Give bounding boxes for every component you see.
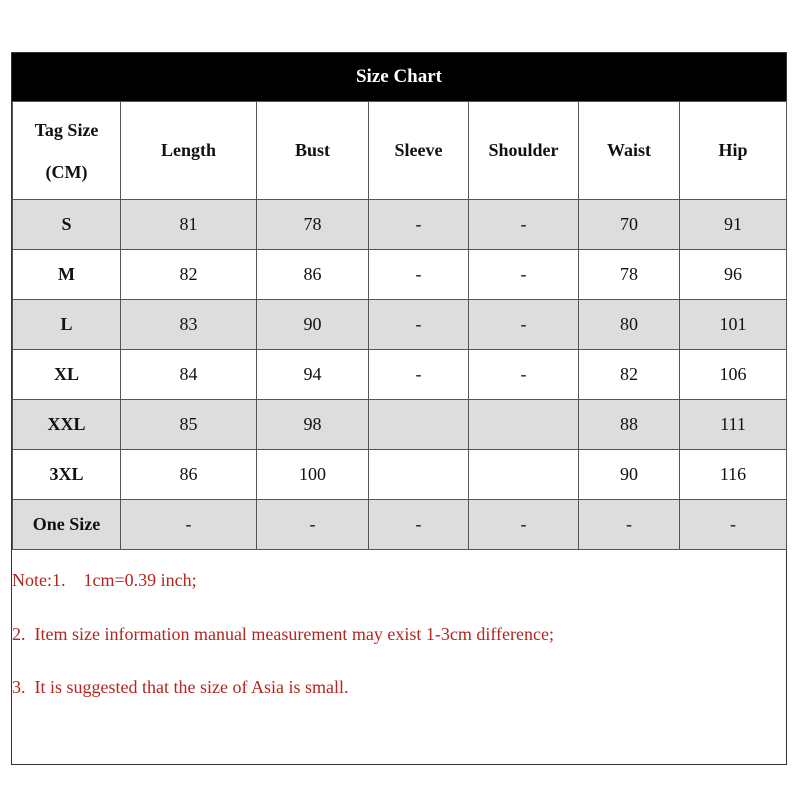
column-header: Waist	[579, 102, 680, 200]
table-row	[13, 300, 787, 350]
size-chart-frame	[11, 52, 787, 765]
tag-size-label: Tag Size	[34, 119, 99, 140]
table-row	[13, 350, 787, 400]
table-row	[13, 500, 787, 550]
table-cell: 96	[680, 250, 787, 300]
table-cell	[369, 400, 469, 450]
note-line: Note:1. 1cm=0.39 inch;	[12, 570, 197, 590]
column-header: Length	[121, 102, 257, 200]
table-cell	[369, 450, 469, 500]
note-line: 3. It is suggested that the size of Asia is small.	[12, 677, 349, 697]
size-label-cell: M	[13, 250, 121, 300]
table-cell: 70	[579, 200, 680, 250]
table-cell: 106	[680, 350, 787, 400]
table-cell: -	[469, 350, 579, 400]
table-header-row	[13, 102, 787, 200]
size-label-cell: 3XL	[13, 450, 121, 500]
table-cell: 82	[121, 250, 257, 300]
table-cell: -	[257, 500, 369, 550]
table-cell: 90	[579, 450, 680, 500]
table-row	[13, 200, 787, 250]
table-cell: 86	[257, 250, 369, 300]
column-header: Bust	[257, 102, 369, 200]
table-cell: 78	[579, 250, 680, 300]
table-cell: 94	[257, 350, 369, 400]
tag-size-header	[13, 102, 121, 200]
table-row	[13, 450, 787, 500]
table-cell: 81	[121, 200, 257, 250]
note-line: 2. Item size information manual measurement may exist 1-3cm difference;	[12, 624, 554, 644]
table-row	[13, 400, 787, 450]
table-cell: -	[680, 500, 787, 550]
table-cell: -	[469, 250, 579, 300]
table-cell: 98	[257, 400, 369, 450]
column-header: Sleeve	[369, 102, 469, 200]
table-cell: -	[469, 500, 579, 550]
unit-label: (CM)	[45, 161, 88, 182]
table-cell: -	[121, 500, 257, 550]
size-label-cell: XXL	[13, 400, 121, 450]
table-cell: 101	[680, 300, 787, 350]
column-header: Shoulder	[469, 102, 579, 200]
table-body	[13, 200, 787, 550]
table-cell: -	[369, 350, 469, 400]
table-cell: 91	[680, 200, 787, 250]
table-cell: -	[469, 300, 579, 350]
table-cell: -	[369, 200, 469, 250]
table-row	[13, 250, 787, 300]
table-cell: 78	[257, 200, 369, 250]
table-cell: 85	[121, 400, 257, 450]
chart-title: Size Chart	[12, 53, 786, 101]
table-cell: -	[469, 200, 579, 250]
table-cell: 88	[579, 400, 680, 450]
table-cell: -	[369, 500, 469, 550]
size-label-cell: S	[13, 200, 121, 250]
table-cell: 111	[680, 400, 787, 450]
table-cell: 90	[257, 300, 369, 350]
table-cell: -	[579, 500, 680, 550]
table-cell: -	[369, 250, 469, 300]
column-header: Hip	[680, 102, 787, 200]
table-cell	[469, 400, 579, 450]
table-cell: 84	[121, 350, 257, 400]
size-table	[12, 101, 787, 550]
table-cell: 100	[257, 450, 369, 500]
table-cell: 83	[121, 300, 257, 350]
size-label-cell: L	[13, 300, 121, 350]
table-cell	[469, 450, 579, 500]
table-cell: 116	[680, 450, 787, 500]
table-cell: 82	[579, 350, 680, 400]
size-label-cell: XL	[13, 350, 121, 400]
table-cell: -	[369, 300, 469, 350]
table-cell: 86	[121, 450, 257, 500]
table-cell: 80	[579, 300, 680, 350]
size-label-cell: One Size	[13, 500, 121, 550]
